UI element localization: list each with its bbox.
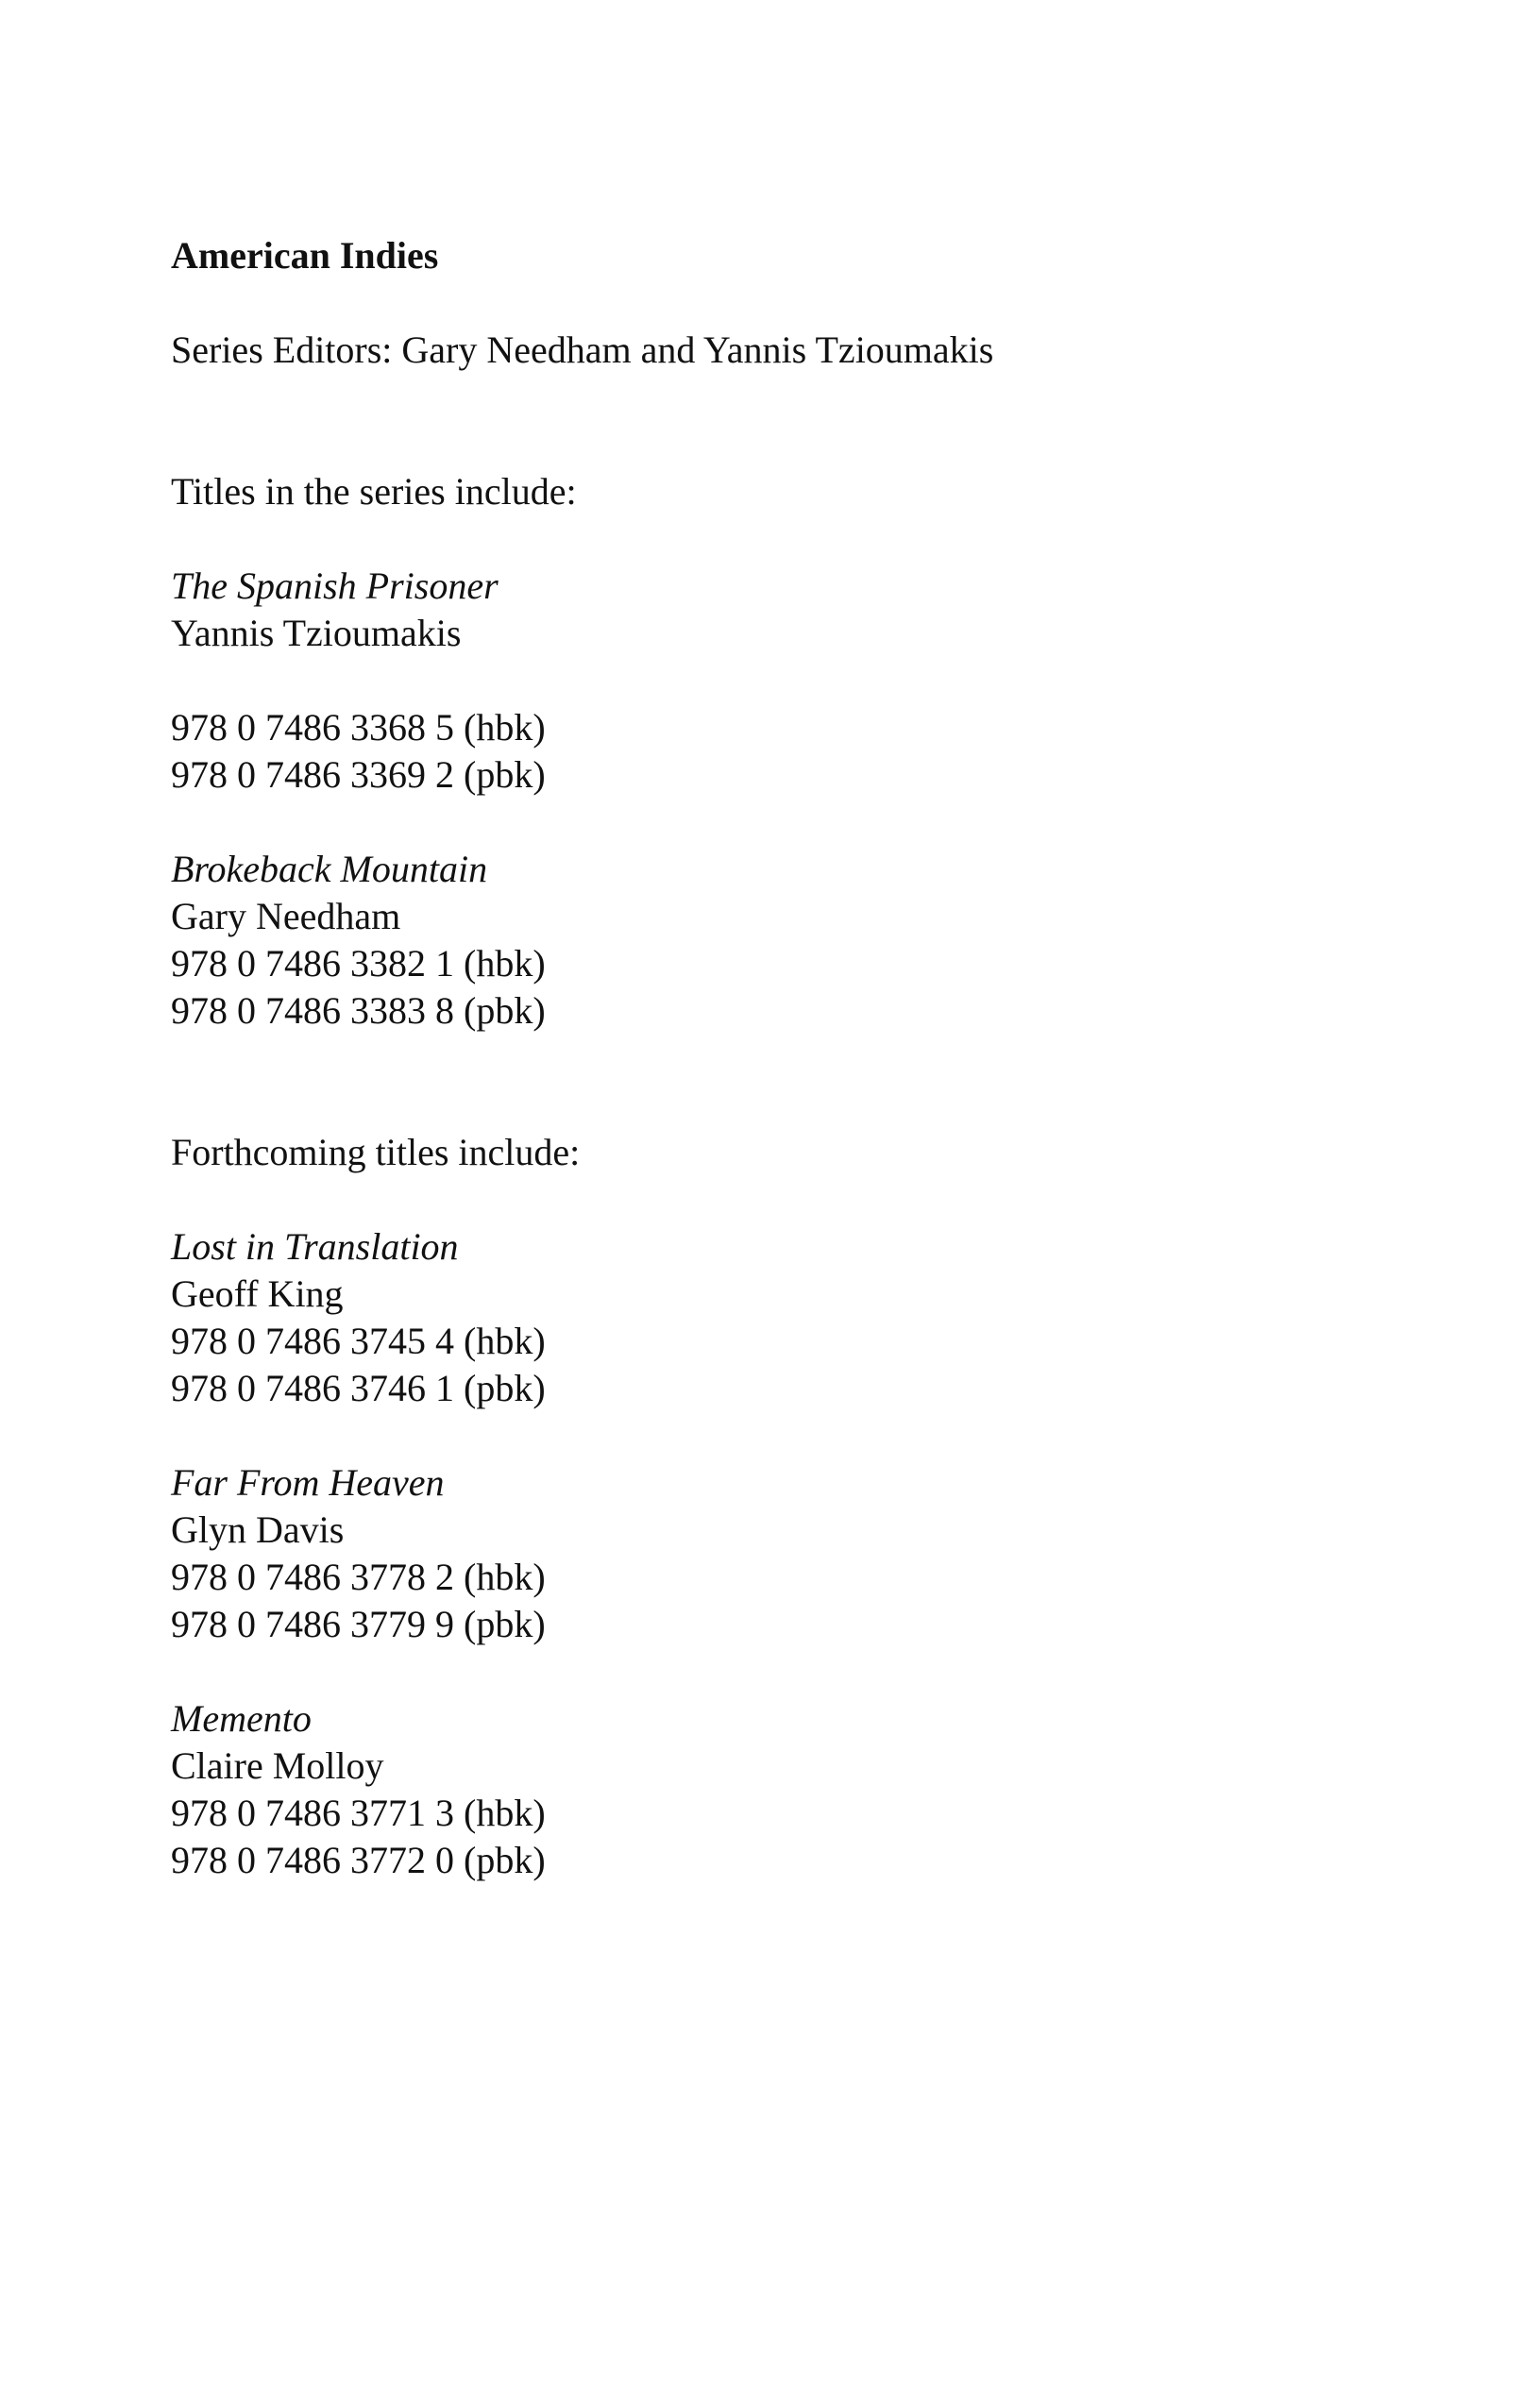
isbn-hardback: 978 0 7486 3771 3 (hbk) [171, 1792, 546, 1834]
book-title: Lost in Translation [171, 1225, 459, 1268]
isbn-hardback: 978 0 7486 3382 1 (hbk) [171, 942, 546, 985]
isbn-paperback: 978 0 7486 3779 9 (pbk) [171, 1603, 546, 1645]
isbn-paperback: 978 0 7486 3383 8 (pbk) [171, 989, 546, 1032]
isbn-hardback: 978 0 7486 3368 5 (hbk) [171, 706, 546, 749]
book-title: Far From Heaven [171, 1461, 445, 1504]
book-author: Claire Molloy [171, 1744, 384, 1787]
series-editors: Series Editors: Gary Needham and Yannis Tzioumakis [171, 328, 994, 371]
isbn-paperback: 978 0 7486 3746 1 (pbk) [171, 1367, 546, 1409]
book-title: The Spanish Prisoner [171, 564, 499, 607]
series-title: American Indies [171, 234, 439, 277]
book-title: Memento [171, 1697, 312, 1740]
isbn-paperback: 978 0 7486 3369 2 (pbk) [171, 753, 546, 796]
book-author: Gary Needham [171, 895, 401, 937]
book-author: Geoff King [171, 1272, 344, 1315]
book-title: Brokeback Mountain [171, 848, 488, 890]
isbn-paperback: 978 0 7486 3772 0 (pbk) [171, 1839, 546, 1881]
current-titles-heading: Titles in the series include: [171, 470, 577, 513]
book-author: Yannis Tzioumakis [171, 612, 462, 654]
forthcoming-titles-heading: Forthcoming titles include: [171, 1131, 581, 1173]
isbn-hardback: 978 0 7486 3778 2 (hbk) [171, 1556, 546, 1598]
book-author: Glyn Davis [171, 1508, 345, 1551]
isbn-hardback: 978 0 7486 3745 4 (hbk) [171, 1320, 546, 1362]
